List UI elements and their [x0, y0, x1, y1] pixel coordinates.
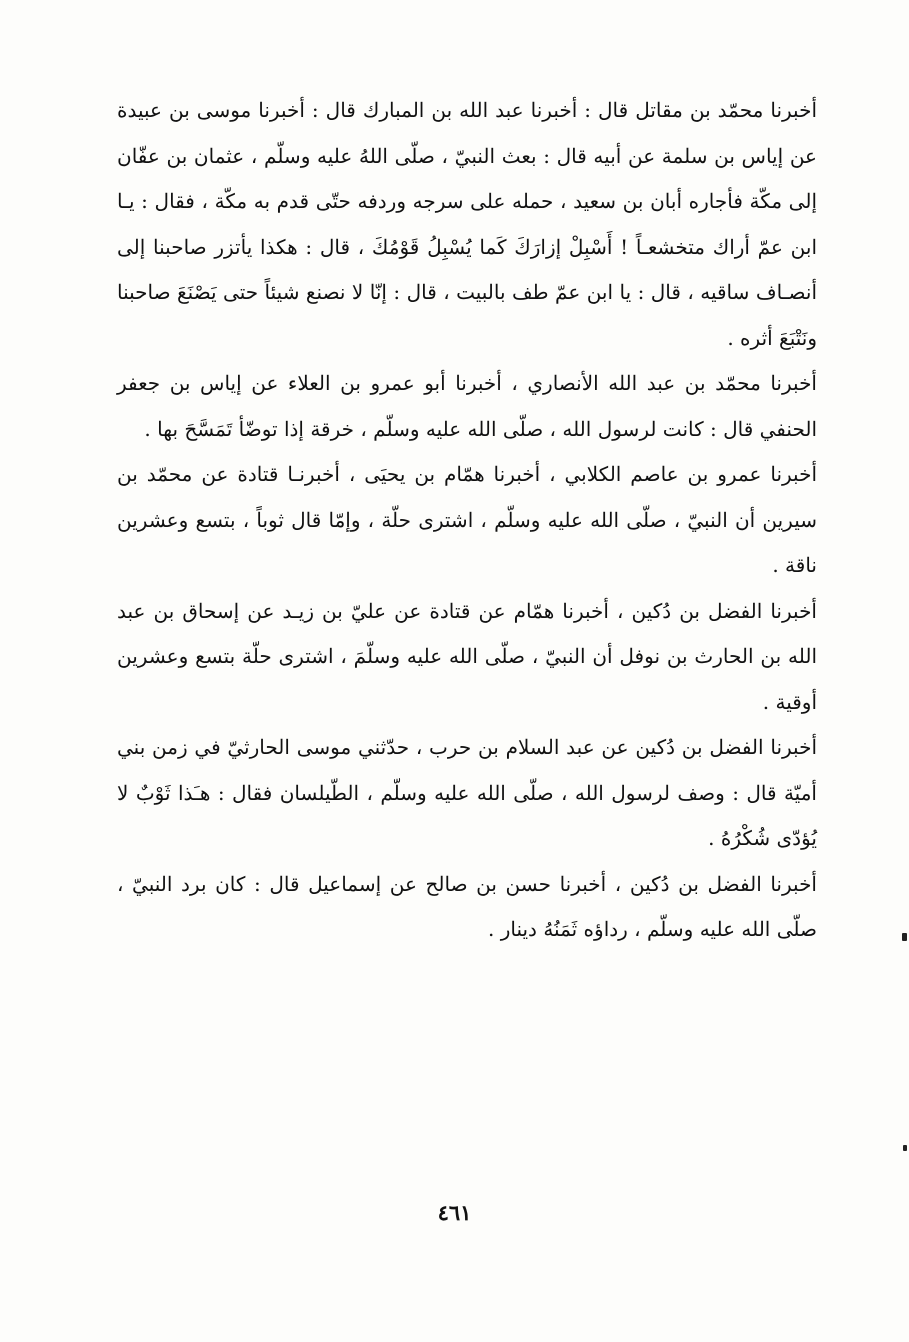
paragraph-3: أخبرنا عمرو بن عاصم الكلابي ، أخبرنا همّام بن يحيَى ، أخبرنـا قتادة عن محمّد بن سيرين أن النبيّ ، صلّى الله عليه وسلّم ، اشترى حلّة ، وإمّا قال ثوباً ، بتسع وعشرين ناقة .: [117, 462, 818, 577]
paragraph-6: أخبرنا الفضل بن دُكين ، أخبرنا حسن بن صالح عن إسماعيل قال : كان برد النبيّ ، صلّى الله عليه وسلّم ، رداؤه ثَمَنُهُ دينار .: [117, 871, 817, 941]
page-number: ٤٦١: [437, 1200, 472, 1225]
paragraph-1: أخبرنا محمّد بن مقاتل قال : أخبرنا عبد الله بن المبارك قال : أخبرنا موسى بن عبيدة عن إياس بن سلمة عن أبيه قال : بعث النبيّ ، صلّى اللهُ عليه وسلّم ، عثمان بن عفّان إلى مكّة فأجاره أبان بن سعيد ، حمله على سرجه وردفه حتّى قدم به مكّة ، فقال : يـا ابن عمّ أراك متخشعـاً ! أَسْبِلْ إزارَكَ كَما يُسْبِلُ قَوْمُكَ ، قال : هكذا يأتزر صاحبنا إلى أنصـاف ساقيه ، قال : يا ابن عمّ طف بالبيت ، قال : إنّا لا نصنع شيئاً حتى يَصْنَعَ صاحبنا ونَتْبَعَ أثره .: [117, 98, 817, 350]
paragraph-5: أخبرنا الفضل بن دُكين عن عبد السلام بن حرب ، حدّثني موسى الحارثيّ في زمن بني أميّة قال : وصف لرسول الله ، صلّى الله عليه وسلّم ، الطّيلسان فقال : هـَذا ثَوْبٌ لا يُؤدّى شُكْرُهُ .: [117, 735, 817, 850]
margin-mark: [902, 933, 907, 941]
paragraph-2: أخبرنا محمّد بن عبد الله الأنصاري ، أخبرنا أبو عمرو بن العلاء عن إياس بن جعفر الحنفي قال : كانت لرسول الله ، صلّى الله عليه وسلّم ، خرقة إذا توضّأ تَمَسَّحَ بها .: [117, 371, 817, 441]
page-body: [117, 88, 817, 953]
margin-mark: [903, 1145, 907, 1151]
paragraph-4: أخبرنا الفضل بن دُكين ، أخبرنا همّام عن قتادة عن عليّ بن زيـد عن إسحاق بن عبد الله بن الحارث بن نوفل أن النبيّ ، صلّى الله عليه وسلّمَ ، اشترى حلّة بتسع وعشرين أوقية .: [117, 598, 817, 714]
